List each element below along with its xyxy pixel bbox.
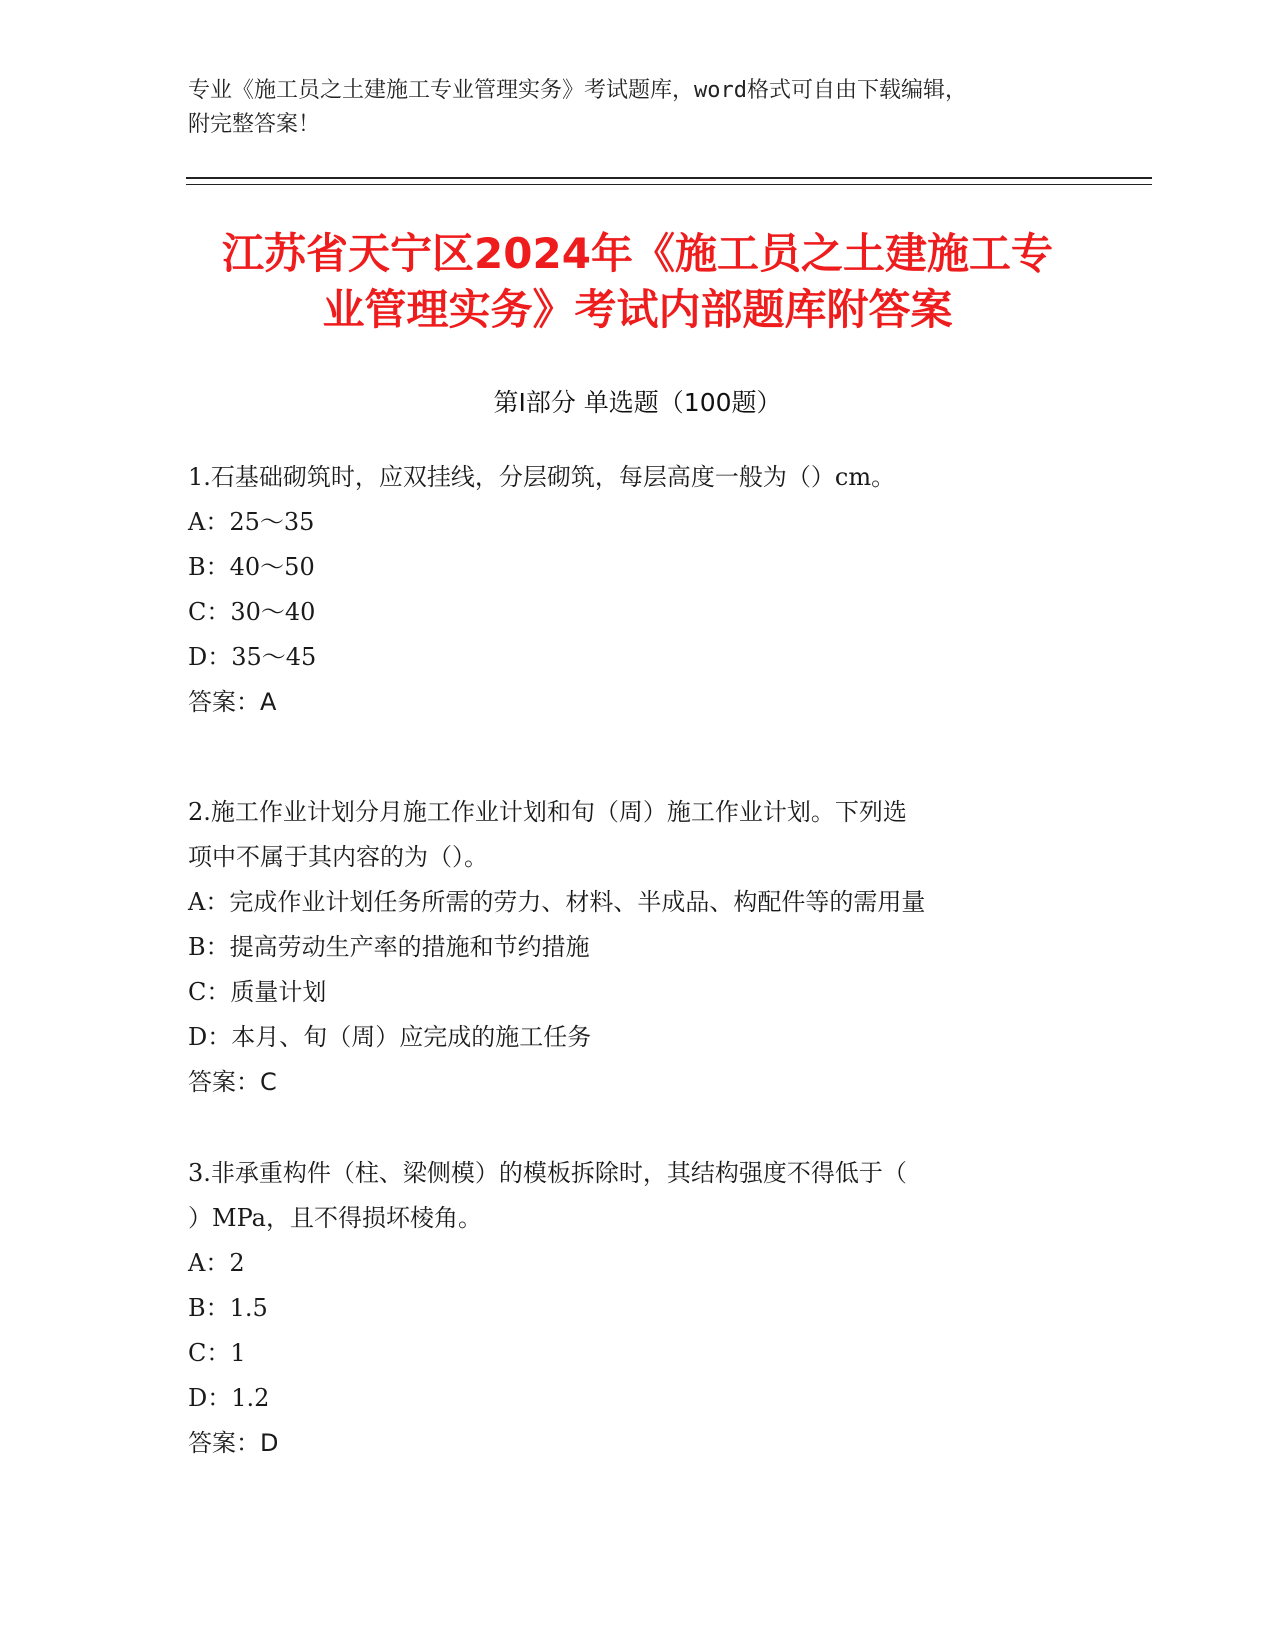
answer: 答案：D bbox=[188, 1429, 279, 1457]
option-b: B：1.5 bbox=[188, 1294, 268, 1322]
header-divider-thick bbox=[186, 177, 1152, 179]
answer: 答案：A bbox=[188, 688, 277, 716]
option-c: C：质量计划 bbox=[188, 978, 327, 1006]
document-title-line-1: 江苏省天宁区2024年《施工员之土建施工专 bbox=[222, 229, 1053, 278]
option-a: A：25～35 bbox=[188, 508, 315, 536]
question-stem-continued: 项中不属于其内容的为（）。 bbox=[188, 843, 488, 871]
option-d: D：本月、旬（周）应完成的施工任务 bbox=[188, 1023, 592, 1051]
question-2 bbox=[188, 790, 1088, 1105]
question-1 bbox=[188, 455, 1088, 725]
question-stem: 3.非承重构件（柱、梁侧模）的模板拆除时，其结构强度不得低于（ bbox=[188, 1159, 907, 1187]
option-c: C：30～40 bbox=[188, 598, 316, 626]
option-d: D：35～45 bbox=[188, 643, 317, 671]
option-b: B：40～50 bbox=[188, 553, 315, 581]
question-3 bbox=[188, 1151, 1088, 1466]
header-divider-thin bbox=[186, 184, 1152, 185]
option-a: A：2 bbox=[188, 1249, 245, 1277]
section-heading: 第Ⅰ部分 单选题（100题） bbox=[493, 388, 782, 417]
question-stem: 1.石基础砌筑时，应双挂线，分层砌筑，每层高度一般为（）cm。 bbox=[188, 463, 896, 491]
answer: 答案：C bbox=[188, 1068, 277, 1096]
document-title bbox=[150, 226, 1125, 338]
option-b: B：提高劳动生产率的措施和节约措施 bbox=[188, 933, 590, 961]
document-title-line-2: 业管理实务》考试内部题库附答案 bbox=[322, 285, 953, 334]
header-note-line-1: 专业《施工员之土建施工专业管理实务》考试题库，word格式可自由下载编辑， bbox=[188, 78, 967, 103]
header-note bbox=[188, 74, 1078, 142]
question-stem-continued: ）MPa，且不得损坏棱角。 bbox=[188, 1204, 482, 1232]
question-stem: 2.施工作业计划分月施工作业计划和旬（周）施工作业计划。下列选 bbox=[188, 798, 907, 826]
option-d: D：1.2 bbox=[188, 1384, 270, 1412]
option-c: C：1 bbox=[188, 1339, 246, 1367]
option-a: A：完成作业计划任务所需的劳力、材料、半成品、构配件等的需用量 bbox=[188, 888, 926, 916]
header-note-line-2: 附完整答案！ bbox=[188, 112, 321, 137]
